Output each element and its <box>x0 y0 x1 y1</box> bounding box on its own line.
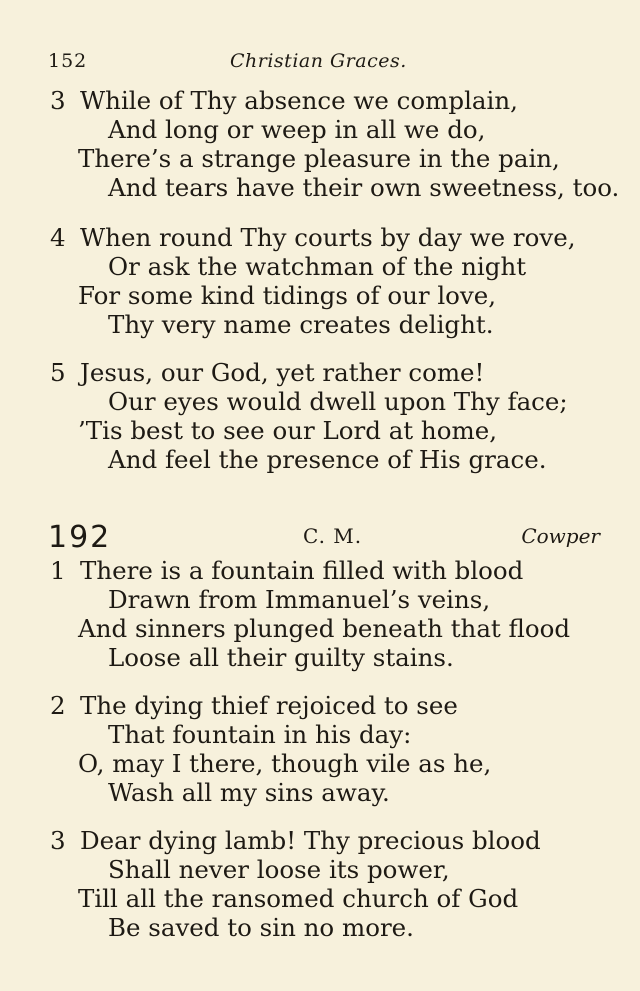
verse-line: Loose all their guilty stains. <box>108 643 454 672</box>
stanza <box>50 358 568 474</box>
verse-line: That fountain in his day: <box>108 720 412 749</box>
stanza <box>50 556 570 672</box>
verse-line: Drawn from Immanuel’s veins, <box>108 585 491 614</box>
verse-line: Be saved to sin no more. <box>108 913 414 942</box>
verse-line: Or ask the watchman of the night <box>108 252 527 281</box>
verse-line: Our eyes would dwell upon Thy face; <box>108 387 568 416</box>
verse-line: 5 Jesus, our God, yet rather come! <box>50 358 485 387</box>
verse-line: Shall never loose its power, <box>108 855 450 884</box>
stanza-number: 5 <box>50 358 66 387</box>
verse-line: Thy very name creates delight. <box>108 310 494 339</box>
stanza-number: 2 <box>50 691 66 720</box>
running-title: Christian Graces. <box>230 50 407 72</box>
stanza-number: 4 <box>50 223 66 252</box>
hymn-heading <box>48 520 600 554</box>
stanza <box>50 826 541 942</box>
verse-line: Wash all my sins away. <box>108 778 390 807</box>
hymn-number: 192 <box>48 520 112 555</box>
page-number: 152 <box>48 50 88 72</box>
verse-line: And sinners plunged beneath that flood <box>78 614 571 643</box>
stanza <box>50 86 619 202</box>
verse-line: Till all the ransomed church of God <box>78 884 519 913</box>
verse-line: 1 There is a fountain filled with blood <box>50 556 524 585</box>
verse-line: 4 When round Thy courts by day we rove, <box>50 223 576 252</box>
stanza-number: 3 <box>50 826 66 855</box>
verse-line: There’s a strange pleasure in the pain, <box>78 144 560 173</box>
verse-line: O, may I there, though vile as he, <box>78 749 492 778</box>
verse-line: ’Tis best to see our Lord at home, <box>78 416 497 445</box>
verse-line: For some kind tidings of our love, <box>78 281 497 310</box>
stanza <box>50 223 576 339</box>
stanza <box>50 691 491 807</box>
page-header <box>48 50 600 74</box>
stanza-number: 3 <box>50 86 66 115</box>
verse-line: And feel the presence of His grace. <box>108 445 547 474</box>
verse-line: 3 While of Thy absence we complain, <box>50 86 518 115</box>
verse-line: And long or weep in all we do, <box>108 115 486 144</box>
stanza-number: 1 <box>50 556 66 585</box>
hymn-author: Cowper <box>521 524 600 548</box>
verse-line: And tears have their own sweetness, too. <box>108 173 620 202</box>
verse-line: 2 The dying thief rejoiced to see <box>50 691 458 720</box>
verse-line: 3 Dear dying lamb! Thy precious blood <box>50 826 541 855</box>
hymn-meter: C. M. <box>303 524 363 548</box>
